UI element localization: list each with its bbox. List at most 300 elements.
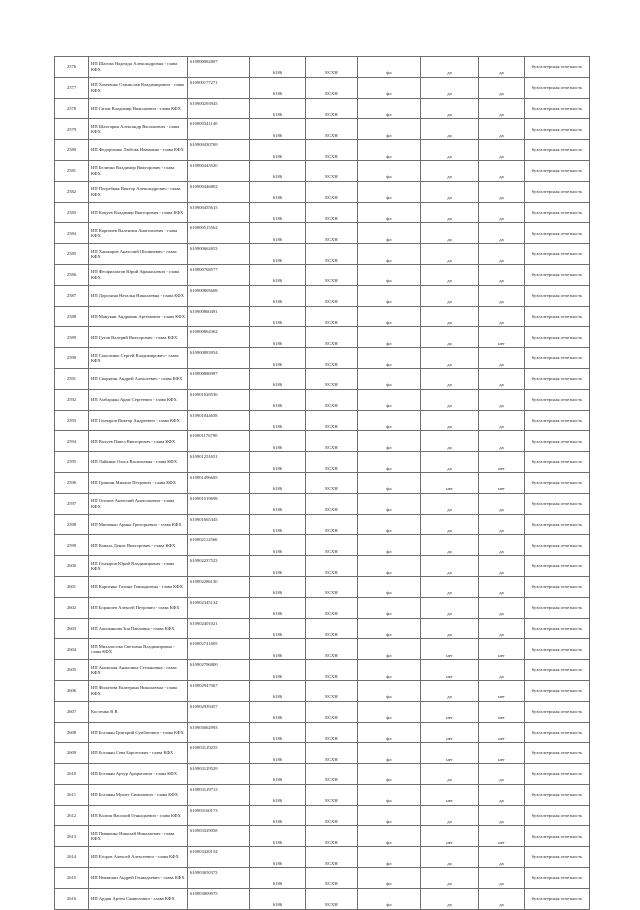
flag-two-cell: да [479, 306, 525, 327]
okved-code-cell: 6186 [250, 639, 306, 660]
organization-name-cell: ИП Колиш Василий Геннадьевич - глава КФХ [89, 805, 188, 826]
organization-name-cell: ИП Боганян Артур Араратович - глава КФХ [89, 764, 188, 785]
okved-code-cell: 6186 [250, 327, 306, 348]
entity-type-cell: фл [358, 160, 421, 181]
flag-one-cell: да [421, 576, 479, 597]
entity-type-cell: фл [358, 722, 421, 743]
row-number-cell: 2613 [55, 826, 89, 847]
flag-one-cell: да [421, 244, 479, 265]
organization-name-cell: ИП Амбарцян Арам Сергеевич - глава КФХ [89, 389, 188, 410]
table-row [55, 493, 590, 514]
tax-regime-cell: ЕСХН [306, 826, 358, 847]
table-row [55, 57, 590, 78]
okved-code-cell: 6186 [250, 410, 306, 431]
okved-code-cell: 6186 [250, 389, 306, 410]
row-number-cell: 2577 [55, 77, 89, 98]
table-row [55, 888, 590, 909]
report-type-cell: бухгалтерская отчетность [525, 348, 590, 369]
row-number-cell: 2606 [55, 680, 89, 701]
table-row [55, 660, 590, 681]
organization-name-cell: ИП Гутов Валерий Викторович - глава КФХ [89, 327, 188, 348]
flag-two-cell: да [479, 202, 525, 223]
row-number-cell: 2605 [55, 660, 89, 681]
row-number-cell: 2601 [55, 576, 89, 597]
entity-type-cell: фл [358, 348, 421, 369]
entity-type-cell: фл [358, 77, 421, 98]
flag-one-cell: да [421, 431, 479, 452]
entity-type-cell: фл [358, 285, 421, 306]
flag-one-cell: нет [421, 826, 479, 847]
registry-table [54, 56, 590, 910]
entity-type-cell: фл [358, 472, 421, 493]
flag-one-cell: да [421, 202, 479, 223]
tax-regime-cell: ЕСХН [306, 244, 358, 265]
row-number-cell: 2583 [55, 202, 89, 223]
okved-code-cell: 6186 [250, 368, 306, 389]
entity-type-cell: фл [358, 826, 421, 847]
entity-type-cell: фл [358, 181, 421, 202]
tax-regime-cell: ЕСХН [306, 784, 358, 805]
inn-cell: 610901028536 [188, 389, 250, 410]
table-row [55, 160, 590, 181]
row-number-cell: 2615 [55, 868, 89, 889]
inn-cell: 610903062993 [188, 722, 250, 743]
flag-one-cell: нет [421, 701, 479, 722]
row-number-cell: 2614 [55, 847, 89, 868]
tax-regime-cell: ЕСХН [306, 868, 358, 889]
table-row [55, 98, 590, 119]
okved-code-cell: 6186 [250, 181, 306, 202]
flag-one-cell: нет [421, 639, 479, 660]
entity-type-cell: фл [358, 306, 421, 327]
okved-code-cell: 6186 [250, 888, 306, 909]
table-row [55, 701, 590, 722]
report-type-cell: бухгалтерская отчетность [525, 285, 590, 306]
table-row [55, 472, 590, 493]
flag-two-cell: да [479, 660, 525, 681]
flag-two-cell: да [479, 535, 525, 556]
flag-two-cell: да [479, 264, 525, 285]
inn-cell: 610903809975 [188, 888, 250, 909]
organization-name-cell: ИП Беличко Владимир Викторович - глава КФХ [89, 160, 188, 181]
report-type-cell: бухгалтерская отчетность [525, 576, 590, 597]
tax-regime-cell: ЕСХН [306, 493, 358, 514]
table-row [55, 452, 590, 473]
flag-two-cell: да [479, 847, 525, 868]
organization-name-cell: ИП Боганян Мушег Симонович - глава КФХ [89, 784, 188, 805]
tax-regime-cell: ЕСХН [306, 348, 358, 369]
organization-name-cell: ИП Гришин Михаил Петрович - глава КФХ [89, 472, 188, 493]
row-number-cell: 2608 [55, 722, 89, 743]
report-type-cell: бухгалтерская отчетность [525, 202, 590, 223]
table-row [55, 264, 590, 285]
organization-name-cell: ИП Боганян Григорий Сумбатович - глава КФХ [89, 722, 188, 743]
organization-name-cell: ИП Дорохина Наталья Николаевна - глава КФХ [89, 285, 188, 306]
flag-two-cell: да [479, 431, 525, 452]
flag-two-cell: нет [479, 743, 525, 764]
tax-regime-cell: ЕСХН [306, 888, 358, 909]
flag-two-cell: нет [479, 472, 525, 493]
flag-one-cell: да [421, 77, 479, 98]
table-row [55, 784, 590, 805]
inn-cell: 610900864362 [188, 327, 250, 348]
entity-type-cell: фл [358, 140, 421, 161]
row-number-cell: 2587 [55, 285, 89, 306]
report-type-cell: бухгалтерская отчетность [525, 223, 590, 244]
flag-two-cell: да [479, 244, 525, 265]
flag-one-cell: да [421, 888, 479, 909]
entity-type-cell: фл [358, 452, 421, 473]
organization-name-cell: ИП Боганян Сева Барсегович - глава КФХ [89, 743, 188, 764]
inn-cell: 610902112566 [188, 535, 250, 556]
tax-regime-cell: ЕСХН [306, 57, 358, 78]
okved-code-cell: 6186 [250, 784, 306, 805]
report-type-cell: бухгалтерская отчетность [525, 660, 590, 681]
row-number-cell: 2576 [55, 57, 89, 78]
entity-type-cell: фл [358, 701, 421, 722]
organization-name-cell: ИП Егоров Алексей Алексеевич - глава КФХ [89, 847, 188, 868]
organization-name-cell: ИП Шахтарин Александр Васильевич - глава КФХ [89, 119, 188, 140]
okved-code-cell: 6186 [250, 140, 306, 161]
okved-code-cell: 6186 [250, 660, 306, 681]
entity-type-cell: фл [358, 535, 421, 556]
row-number-cell: 2585 [55, 244, 89, 265]
document-page [54, 56, 589, 910]
tax-regime-cell: ЕСХН [306, 556, 358, 577]
flag-one-cell: да [421, 389, 479, 410]
inn-cell: 610902796800 [188, 660, 250, 681]
table-row [55, 618, 590, 639]
report-type-cell: бухгалтерская отчетность [525, 639, 590, 660]
entity-type-cell: фл [358, 743, 421, 764]
inn-cell: 610903420154 [188, 847, 250, 868]
row-number-cell: 2611 [55, 784, 89, 805]
report-type-cell: бухгалтерская отчетность [525, 264, 590, 285]
report-type-cell: бухгалтерская отчетность [525, 680, 590, 701]
report-type-cell: бухгалтерская отчетность [525, 868, 590, 889]
okved-code-cell: 6186 [250, 264, 306, 285]
tax-regime-cell: ЕСХН [306, 597, 358, 618]
flag-two-cell: нет [479, 327, 525, 348]
okved-code-cell: 6186 [250, 556, 306, 577]
row-number-cell: 2579 [55, 119, 89, 140]
report-type-cell: бухгалтерская отчетность [525, 597, 590, 618]
entity-type-cell: фл [358, 57, 421, 78]
organization-name-cell: ИП Гончаров Юрий Владимирович - глава КФХ [89, 556, 188, 577]
row-number-cell: 2578 [55, 98, 89, 119]
inn-cell: 610903129255 [188, 743, 250, 764]
row-number-cell: 2602 [55, 597, 89, 618]
inn-cell: 610900662653 [188, 244, 250, 265]
inn-cell: 610903329058 [188, 826, 250, 847]
table-row [55, 223, 590, 244]
row-number-cell: 2607 [55, 701, 89, 722]
tax-regime-cell: ЕСХН [306, 452, 358, 473]
table-row [55, 368, 590, 389]
entity-type-cell: фл [358, 556, 421, 577]
table-row [55, 556, 590, 577]
table-row [55, 764, 590, 785]
inn-cell: 610902237523 [188, 556, 250, 577]
inn-cell: 610901044658 [188, 410, 250, 431]
okved-code-cell: 6186 [250, 223, 306, 244]
report-type-cell: бухгалтерская отчетность [525, 618, 590, 639]
organization-name-cell: ИП Манукян Андраник Артемович - глава КФХ [89, 306, 188, 327]
organization-name-cell: ИП Погребняк Виктор Александрович - глава КФХ [89, 181, 188, 202]
okved-code-cell: 6186 [250, 472, 306, 493]
okved-code-cell: 6186 [250, 805, 306, 826]
tax-regime-cell: ЕСХН [306, 680, 358, 701]
report-type-cell: бухгалтерская отчетность [525, 535, 590, 556]
flag-two-cell: нет [479, 701, 525, 722]
okved-code-cell: 6186 [250, 826, 306, 847]
tax-regime-cell: ЕСХН [306, 743, 358, 764]
organization-name-cell: ИП Карпачев Валентин Анатольевич - глава КФХ [89, 223, 188, 244]
entity-type-cell: фл [358, 660, 421, 681]
okved-code-cell: 6186 [250, 764, 306, 785]
flag-two-cell: да [479, 285, 525, 306]
okved-code-cell: 6186 [250, 597, 306, 618]
flag-one-cell: да [421, 160, 479, 181]
table-row [55, 576, 590, 597]
tax-regime-cell: ЕСХН [306, 119, 358, 140]
flag-one-cell: да [421, 181, 479, 202]
organization-name-cell: ИП Хомченко Станислав Владимирович - глава КФХ [89, 77, 188, 98]
tax-regime-cell: ЕСХН [306, 160, 358, 181]
entity-type-cell: фл [358, 202, 421, 223]
report-type-cell: бухгалтерская отчетность [525, 847, 590, 868]
flag-two-cell: да [479, 597, 525, 618]
row-number-cell: 2582 [55, 181, 89, 202]
entity-type-cell: фл [358, 493, 421, 514]
row-number-cell: 2609 [55, 743, 89, 764]
entity-type-cell: фл [358, 368, 421, 389]
entity-type-cell: фл [358, 264, 421, 285]
okved-code-cell: 6186 [250, 160, 306, 181]
okved-code-cell: 6186 [250, 98, 306, 119]
flag-two-cell: нет [479, 452, 525, 473]
okved-code-cell: 6186 [250, 618, 306, 639]
report-type-cell: бухгалтерская отчетность [525, 119, 590, 140]
flag-one-cell: да [421, 535, 479, 556]
row-number-cell: 2597 [55, 493, 89, 514]
inn-cell: 610900805608 [188, 285, 250, 306]
tax-regime-cell: ЕСХН [306, 264, 358, 285]
row-number-cell: 2590 [55, 348, 89, 369]
inn-cell: 610902947067 [188, 680, 250, 701]
report-type-cell: бухгалтерская отчетность [525, 306, 590, 327]
flag-one-cell: да [421, 223, 479, 244]
report-type-cell: бухгалтерская отчетность [525, 888, 590, 909]
table-row [55, 826, 590, 847]
table-row [55, 202, 590, 223]
table-row [55, 285, 590, 306]
tax-regime-cell: ЕСХН [306, 847, 358, 868]
inn-cell: 610900883954 [188, 348, 250, 369]
report-type-cell: бухгалтерская отчетность [525, 805, 590, 826]
tax-regime-cell: ЕСХН [306, 764, 358, 785]
entity-type-cell: фл [358, 514, 421, 535]
okved-code-cell: 6186 [250, 452, 306, 473]
table-row [55, 805, 590, 826]
report-type-cell: бухгалтерская отчетность [525, 826, 590, 847]
flag-one-cell: да [421, 493, 479, 514]
okved-code-cell: 6186 [250, 743, 306, 764]
table-row [55, 389, 590, 410]
organization-name-cell: ИП Феофилактов Юрий Афанасьевич - глава КФХ [89, 264, 188, 285]
okved-code-cell: 6186 [250, 285, 306, 306]
inn-cell: 610901665345 [188, 514, 250, 535]
entity-type-cell: фл [358, 327, 421, 348]
inn-cell: 610901251651 [188, 452, 250, 473]
entity-type-cell: фл [358, 639, 421, 660]
entity-type-cell: фл [358, 764, 421, 785]
inn-cell: 610902741605 [188, 639, 250, 660]
tax-regime-cell: ЕСХН [306, 181, 358, 202]
report-type-cell: бухгалтерская отчетность [525, 410, 590, 431]
tax-regime-cell: ЕСХН [306, 285, 358, 306]
flag-two-cell: да [479, 764, 525, 785]
registry-table-body [55, 57, 590, 910]
flag-two-cell: да [479, 410, 525, 431]
row-number-cell: 2595 [55, 452, 89, 473]
flag-two-cell: да [479, 98, 525, 119]
row-number-cell: 2594 [55, 431, 89, 452]
flag-two-cell: нет [479, 680, 525, 701]
row-number-cell: 2593 [55, 410, 89, 431]
entity-type-cell: фл [358, 223, 421, 244]
inn-cell: 610900886987 [188, 368, 250, 389]
entity-type-cell: фл [358, 597, 421, 618]
table-row [55, 597, 590, 618]
okved-code-cell: 6186 [250, 535, 306, 556]
flag-one-cell: нет [421, 743, 479, 764]
okved-code-cell: 6186 [250, 493, 306, 514]
organization-name-cell: ИП Мишенко Арина Григорьевна - глава КФХ [89, 514, 188, 535]
okved-code-cell: 6186 [250, 202, 306, 223]
report-type-cell: бухгалтерская отчетность [525, 140, 590, 161]
table-row [55, 868, 590, 889]
report-type-cell: бухгалтерская отчетность [525, 431, 590, 452]
report-type-cell: бухгалтерская отчетность [525, 722, 590, 743]
report-type-cell: бухгалтерская отчетность [525, 556, 590, 577]
okved-code-cell: 6186 [250, 576, 306, 597]
report-type-cell: бухгалтерская отчетность [525, 327, 590, 348]
inn-cell: 610901176790 [188, 431, 250, 452]
okved-code-cell: 6186 [250, 306, 306, 327]
table-row [55, 680, 590, 701]
flag-two-cell: нет [479, 639, 525, 660]
row-number-cell: 2591 [55, 368, 89, 389]
tax-regime-cell: ЕСХН [306, 77, 358, 98]
inn-cell: 610900446802 [188, 181, 250, 202]
table-row [55, 431, 590, 452]
row-number-cell: 2616 [55, 888, 89, 909]
flag-two-cell: да [479, 77, 525, 98]
flag-one-cell: да [421, 119, 479, 140]
report-type-cell: бухгалтерская отчетность [525, 493, 590, 514]
inn-cell: 610900860491 [188, 306, 250, 327]
table-row [55, 743, 590, 764]
flag-two-cell: да [479, 389, 525, 410]
tax-regime-cell: ЕСХН [306, 576, 358, 597]
inn-cell: 610903650373 [188, 868, 250, 889]
okved-code-cell: 6186 [250, 119, 306, 140]
flag-two-cell: да [479, 805, 525, 826]
inn-cell: 610903129713 [188, 784, 250, 805]
flag-two-cell: да [479, 514, 525, 535]
report-type-cell: бухгалтерская отчетность [525, 77, 590, 98]
organization-name-cell: ИП Лайкина Ольга Васильевна - глава КФХ [89, 452, 188, 473]
inn-cell: 610902286130 [188, 576, 250, 597]
tax-regime-cell: ЕСХН [306, 202, 358, 223]
flag-one-cell: да [421, 306, 479, 327]
entity-type-cell: фл [358, 244, 421, 265]
flag-one-cell: да [421, 140, 479, 161]
table-row [55, 244, 590, 265]
okved-code-cell: 6186 [250, 348, 306, 369]
flag-one-cell: нет [421, 472, 479, 493]
entity-type-cell: фл [358, 847, 421, 868]
okved-code-cell: 6186 [250, 244, 306, 265]
flag-one-cell: нет [421, 784, 479, 805]
flag-two-cell: да [479, 181, 525, 202]
flag-two-cell: да [479, 348, 525, 369]
report-type-cell: бухгалтерская отчетность [525, 368, 590, 389]
organization-name-cell: ИП Боранчев Алексей Петрович - глава КФХ [89, 597, 188, 618]
flag-two-cell: да [479, 784, 525, 805]
flag-one-cell: да [421, 847, 479, 868]
tax-regime-cell: ЕСХН [306, 368, 358, 389]
organization-name-cell: ИП Михалосова Светлана Владимировна - глава КФХ [89, 639, 188, 660]
row-number-cell: 2603 [55, 618, 89, 639]
tax-regime-cell: ЕСХН [306, 98, 358, 119]
flag-one-cell: да [421, 764, 479, 785]
flag-two-cell: да [479, 493, 525, 514]
inn-cell: 610902939457 [188, 701, 250, 722]
row-number-cell: 2604 [55, 639, 89, 660]
organization-name-cell: ИП Федорченко Любовь Ивановна - глава КФХ [89, 140, 188, 161]
flag-one-cell: да [421, 327, 479, 348]
flag-two-cell: да [479, 618, 525, 639]
tax-regime-cell: ЕСХН [306, 535, 358, 556]
tax-regime-cell: ЕСХН [306, 223, 358, 244]
entity-type-cell: фл [358, 389, 421, 410]
flag-one-cell: да [421, 618, 479, 639]
tax-regime-cell: ЕСХН [306, 306, 358, 327]
table-row [55, 514, 590, 535]
flag-one-cell: да [421, 514, 479, 535]
flag-one-cell: да [421, 452, 479, 473]
tax-regime-cell: ЕСХН [306, 722, 358, 743]
organization-name-cell: ИП Акопьянова Зоя Павловна - глава КФХ [89, 618, 188, 639]
tax-regime-cell: ЕСХН [306, 639, 358, 660]
table-row [55, 140, 590, 161]
row-number-cell: 2596 [55, 472, 89, 493]
okved-code-cell: 6186 [250, 722, 306, 743]
table-row [55, 181, 590, 202]
flag-one-cell: да [421, 410, 479, 431]
okved-code-cell: 6186 [250, 431, 306, 452]
organization-name-cell: ИП Гапон Владимир Николаевич - глава КФХ [89, 98, 188, 119]
organization-name-cell: ИП Пивненко Николай Николаевич - глава КФХ [89, 826, 188, 847]
tax-regime-cell: ЕСХН [306, 660, 358, 681]
flag-one-cell: да [421, 348, 479, 369]
row-number-cell: 2612 [55, 805, 89, 826]
report-type-cell: бухгалтерская отчетность [525, 743, 590, 764]
table-row [55, 410, 590, 431]
report-type-cell: бухгалтерская отчетность [525, 784, 590, 805]
